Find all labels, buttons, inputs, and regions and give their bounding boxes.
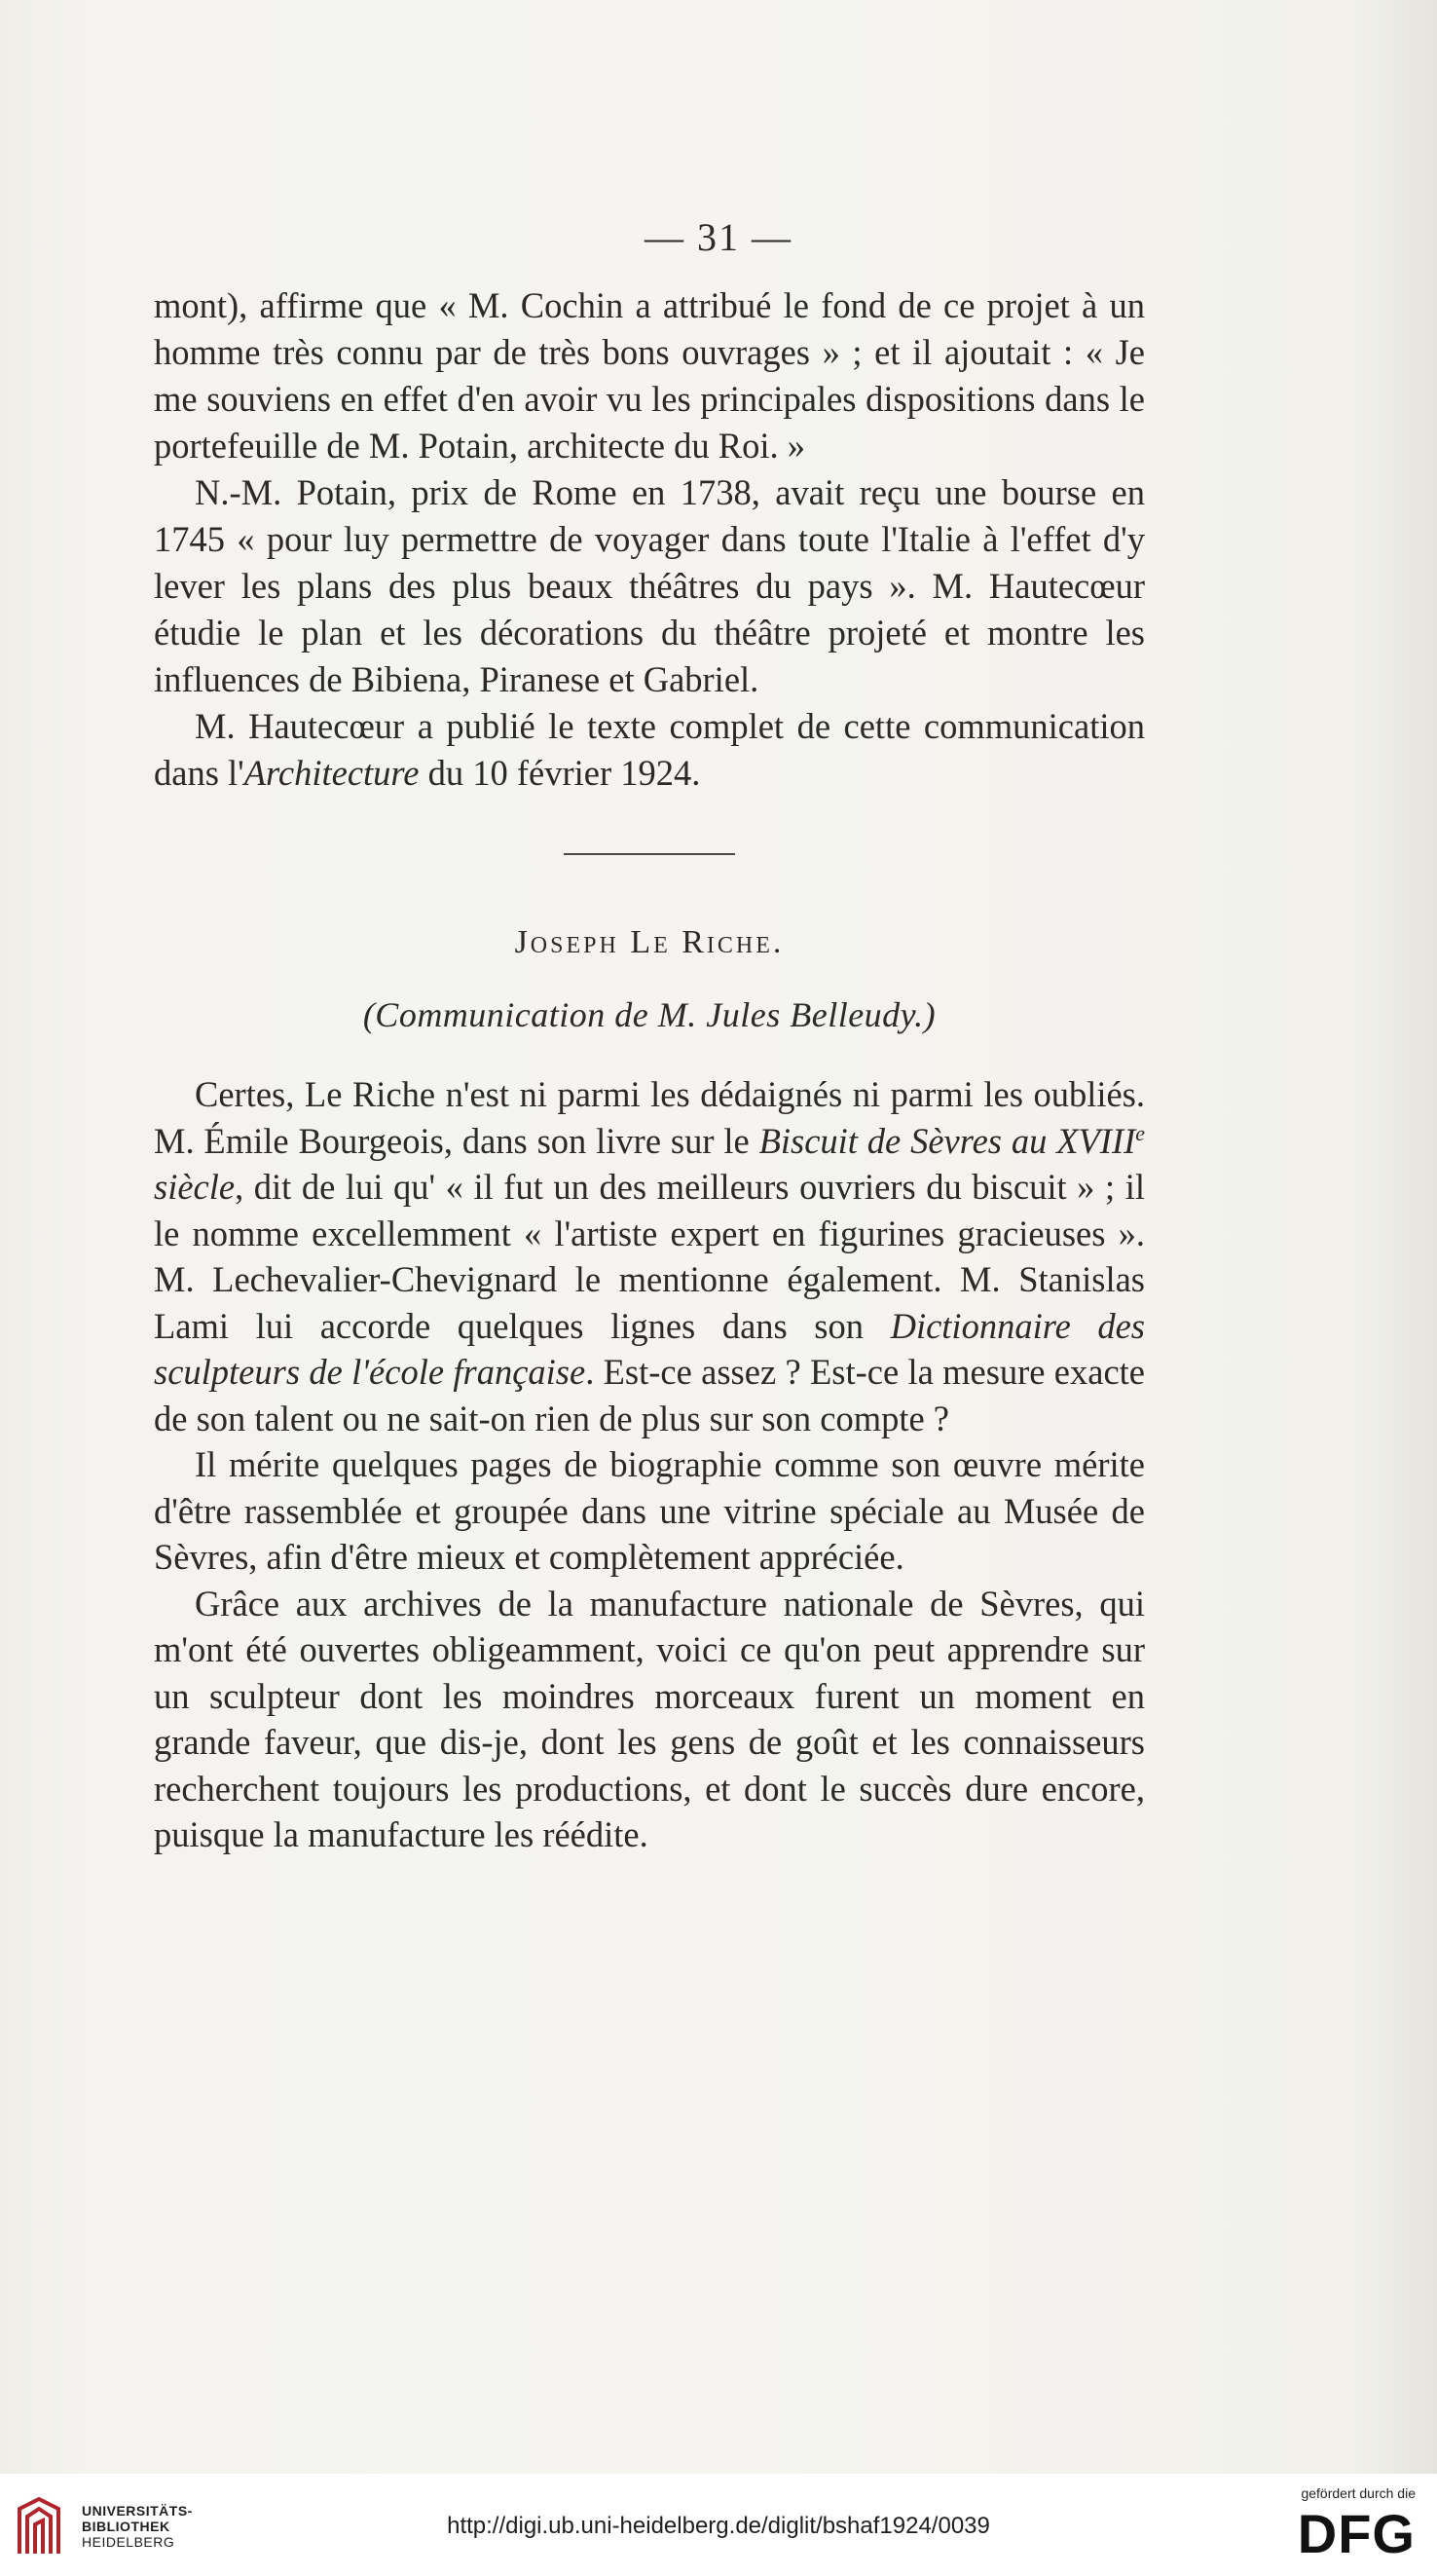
paragraph-4-italic-1b: siècle — [154, 1167, 236, 1207]
body-text — [154, 282, 1145, 1858]
permalink-url[interactable]: http://digi.ub.uni-heidelberg.de/diglit/bshaf1924/0039 — [447, 2513, 990, 2539]
library-name-line-3: HEIDELBERG — [82, 2534, 175, 2550]
paragraph-3-italic: Architecture — [243, 753, 420, 793]
paragraph-3 — [154, 703, 1145, 797]
page-number: — 31 — — [645, 215, 792, 259]
paragraph-2: N.-M. Potain, prix de Rome en 1738, avait reçu une bourse en 1745 « pour luy permettre de voyager dans toute l'Italie à l'effet d'y lever les plans des plus beaux théâtres du pays ». M. Hautecœur étudie le plan et les décorations du théâtre projeté et montre les influences de Bibiena, Piranese et Gabriel. — [154, 472, 1145, 699]
section-divider — [564, 853, 735, 855]
section-subtitle: (Communication de M. Jules Belleudy.) — [362, 995, 937, 1034]
superscript: e — [1135, 1120, 1145, 1145]
paragraph-1: mont), affirme que « M. Cochin a attribué le fond de ce projet à un homme très connu par de très bons ouvrages » ; et il ajoutait : « Je me souviens en effet d'en avoir vu les principales dispositions dans le portefeuille de M. Potain, architecte du Roi. » — [154, 285, 1145, 466]
footer-bar — [0, 2474, 1437, 2576]
paragraph-5: Il mérite quelques pages de biographie comme son œuvre mérite d'être rassemblée et groupée dans une vitrine spéciale au Musée de Sèvres, afin d'être mieux et complètement appréciée. — [154, 1444, 1145, 1577]
paragraph-4-italic-title-2: Dictionnaire des sculpteurs de l'école française — [154, 1305, 1145, 1392]
library-name-line-1: UNIVERSITÄTS- — [82, 2503, 193, 2519]
paragraph-4-text-b: , dit de lui qu' « il fut un des meilleurs ouvriers du biscuit » ; il le nomme excellemment « l'artiste expert en figurines gracieuses ». M. Lechevalier-Chevignard le mentionne également. M. Stanislas Lami lui accorde quelques lignes dans son — [154, 1167, 1145, 1346]
paragraph-4-text-c: . Est-ce assez ? Est-ce la mesure exacte de son talent ou ne sait-on rien de plus sur son compte ? — [154, 1352, 1145, 1438]
paragraph-4-text-a: Certes, Le Riche n'est ni parmi les dédaignés ni parmi les oubliés. M. Émile Bourgeois, dans son livre sur le — [154, 1074, 1145, 1161]
dfg-logo: DFG — [1297, 2503, 1416, 2564]
paragraph-4-italic-1a: Biscuit de Sèvres au XVIII — [758, 1120, 1136, 1161]
funded-by-label: gefördert durch die — [1301, 2485, 1416, 2501]
paragraph-4 — [154, 1071, 1145, 1441]
section-title: Joseph Le Riche. — [514, 924, 785, 960]
paragraph-3-text-b: du 10 février 1924. — [419, 753, 701, 793]
paragraph-3-text-a: M. Hautecœur a publié le texte complet de cette communication dans l' — [154, 706, 1145, 793]
paragraph-6: Grâce aux archives de la manufacture nationale de Sèvres, qui m'ont été ouvertes obligeamment, voici ce qu'on peut apprendre sur un sculpteur dont les moindres morceaux furent un moment en grande faveur, que dis-je, dont les gens de goût et les connaisseurs recherchent toujours les productions, et dont le succès dure encore, puisque la manufacture les réédite. — [154, 1583, 1145, 1854]
library-name-line-2: BIBLIOTHEK — [82, 2519, 170, 2534]
